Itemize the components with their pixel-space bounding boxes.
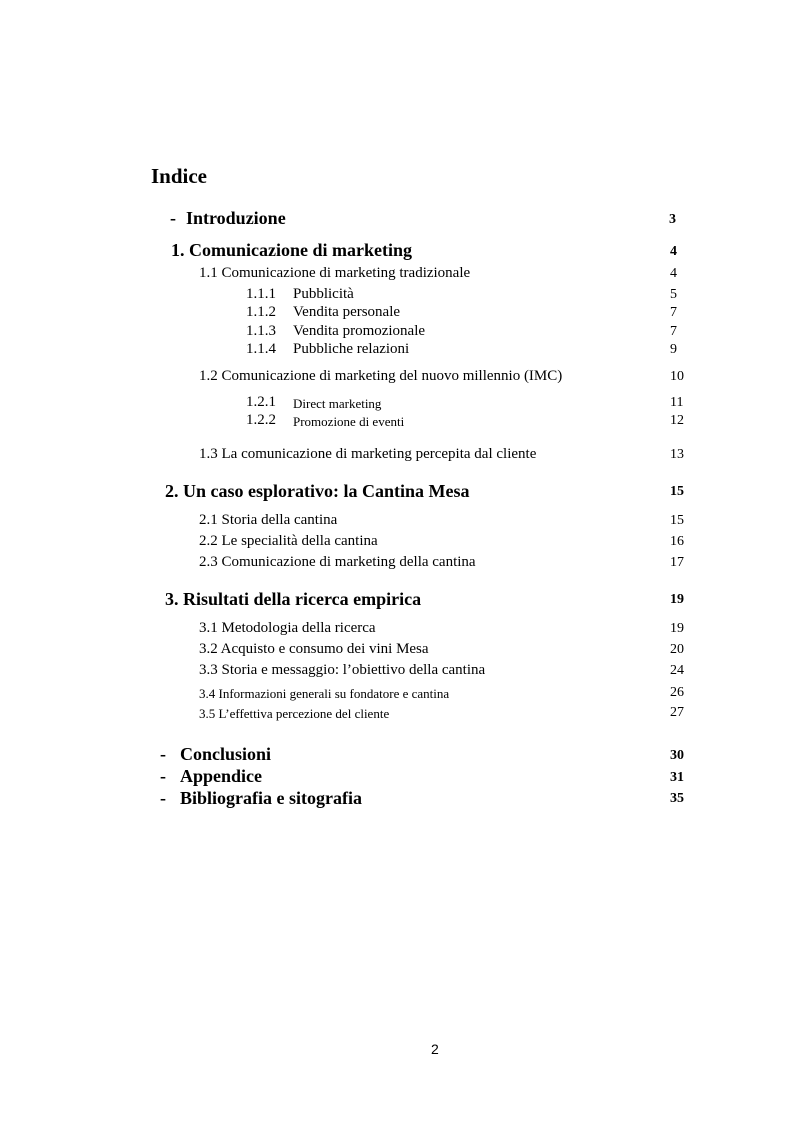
entry-page: 30 — [670, 748, 684, 763]
dash: - — [160, 766, 166, 786]
entry-page: 16 — [670, 534, 684, 549]
entry-label: 1.3 La comunicazione di marketing percepita dal cliente — [199, 446, 537, 462]
entry-label: Vendita promozionale — [293, 323, 426, 339]
dash: - — [160, 744, 166, 764]
entry-page: 15 — [670, 513, 684, 528]
entry-page: 9 — [670, 342, 677, 357]
entry-label: 1. Comunicazione di marketing — [171, 240, 412, 260]
entry-label: 2.1 Storia della cantina — [199, 512, 338, 528]
entry-label: Introduzione — [186, 208, 286, 228]
entry-label: 3. Risultati della ricerca empirica — [165, 589, 422, 609]
entry-label: 3.3 Storia e messaggio: l’obiettivo della cantina — [199, 662, 486, 678]
entry-page: 3 — [669, 212, 676, 227]
entry-page: 17 — [670, 555, 684, 570]
entry-number: 1.1.2 — [246, 304, 276, 320]
entry-label: Pubblicità — [293, 286, 354, 302]
entry-page: 26 — [670, 685, 684, 700]
entry-page: 24 — [670, 663, 684, 678]
entry-page: 19 — [670, 592, 684, 607]
entry-label: Pubbliche relazioni — [293, 341, 410, 357]
entry-label: 1.1 Comunicazione di marketing tradizionale — [199, 265, 471, 281]
entry-label: Conclusioni — [180, 744, 272, 764]
entry-label: Direct marketing — [293, 396, 382, 411]
entry-page: 7 — [670, 324, 677, 339]
entry-page: 31 — [670, 770, 684, 785]
entry-label: Bibliografia e sitografia — [180, 788, 362, 808]
entry-page: 15 — [670, 484, 684, 499]
entry-page: 5 — [670, 287, 677, 302]
entry-page: 4 — [670, 244, 677, 259]
entry-label: Appendice — [180, 766, 263, 786]
entry-page: 4 — [670, 266, 677, 281]
entry-number: 1.2.2 — [246, 412, 276, 428]
entry-number: 1.1.3 — [246, 323, 276, 339]
dash: - — [170, 208, 176, 228]
entry-page: 7 — [670, 305, 677, 320]
entry-label: Promozione di eventi — [293, 414, 405, 429]
entry-label: 1.2 Comunicazione di marketing del nuovo millennio (IMC) — [199, 368, 563, 384]
entry-number: 1.1.1 — [246, 286, 276, 302]
entry-page: 11 — [670, 395, 684, 410]
entry-label: 2. Un caso esplorativo: la Cantina Mesa — [165, 481, 470, 501]
entry-number: 1.2.1 — [246, 394, 276, 410]
toc-title: Indice — [151, 164, 208, 188]
entry-page: 20 — [670, 642, 684, 657]
dash: - — [160, 788, 166, 808]
entry-label: Vendita personale — [293, 304, 401, 320]
entry-label: 3.1 Metodologia della ricerca — [199, 620, 376, 636]
page-number: 2 — [431, 1041, 439, 1057]
entry-page: 12 — [670, 413, 684, 428]
entry-label: 3.2 Acquisto e consumo dei vini Mesa — [199, 641, 429, 657]
entry-page: 19 — [670, 621, 684, 636]
entry-label: 2.2 Le specialità della cantina — [199, 533, 378, 549]
entry-label: 2.3 Comunicazione di marketing della cantina — [199, 554, 476, 570]
entry-page: 35 — [670, 791, 684, 806]
entry-label: 3.5 L’effettiva percezione del cliente — [199, 706, 390, 721]
entry-page: 27 — [670, 705, 684, 720]
entry-page: 13 — [670, 447, 684, 462]
entry-label: 3.4 Informazioni generali su fondatore e cantina — [199, 686, 450, 701]
entry-page: 10 — [670, 369, 684, 384]
entry-number: 1.1.4 — [246, 341, 276, 357]
